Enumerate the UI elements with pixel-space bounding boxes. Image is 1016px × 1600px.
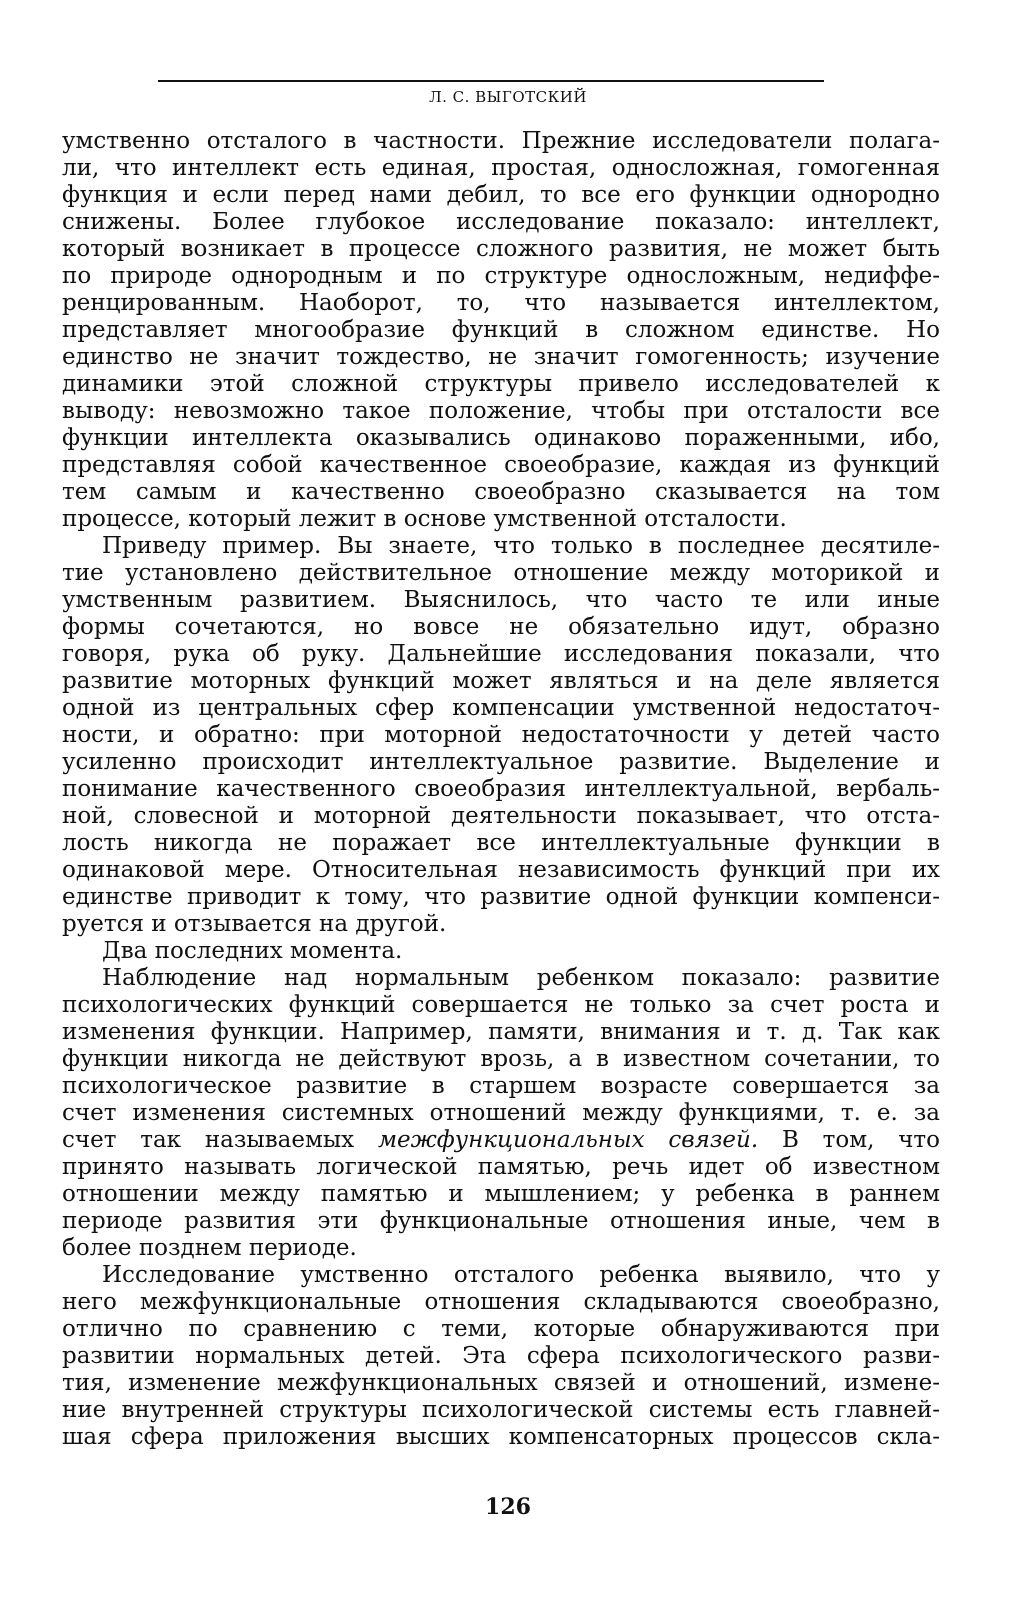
text-line: психологических функций совершается не только за счет роста и	[62, 992, 940, 1018]
text-line: ности, и обратно: при моторной недостаточности у детей часто	[62, 722, 940, 748]
text-line: Два последних момента.	[102, 938, 403, 964]
text-line: одной из центральных сфер компенсации умственной недостаточ-	[62, 695, 940, 721]
text-line: изменения функции. Например, памяти, внимания и т. д. Так как	[62, 1019, 940, 1045]
italic-term: межфункциональных связей.	[377, 1127, 759, 1153]
text-line: психологическое развитие в старшем возрасте совершается за	[62, 1073, 940, 1099]
text-line: развитие моторных функций может являться и на деле является	[62, 668, 940, 694]
text-line: шая сфера приложения высших компенсаторных процессов скла-	[62, 1424, 940, 1450]
text-line: Наблюдение над нормальным ребенком показало: развитие	[102, 965, 940, 991]
text-line: по природе однородным и по структуре односложным, недиффе-	[62, 263, 940, 289]
text-line: выводу: невозможно такое положение, чтобы при отсталости все	[62, 398, 940, 424]
text-line: функции интеллекта оказывались одинаково пораженными, ибо,	[62, 425, 940, 451]
text-line: развитии нормальных детей. Эта сфера психологического разви-	[62, 1343, 940, 1369]
text-line: представляет многообразие функций в сложном единстве. Но	[62, 317, 940, 343]
text-line: руется и отзывается на другой.	[62, 911, 447, 937]
running-head: Л. С. ВЫГОТСКИЙ	[429, 88, 587, 106]
text-line: говоря, рука об руку. Дальнейшие исследования показали, что	[62, 641, 940, 667]
text-line: одинаковой мере. Относительная независимость функций при их	[62, 857, 940, 883]
text-line: функции никогда не действуют врозь, а в известном сочетании, то	[62, 1046, 940, 1072]
line-segment: В том, что	[781, 1127, 940, 1153]
text-line: снижены. Более глубокое исследование показало: интеллект,	[62, 209, 940, 235]
body-text	[62, 128, 940, 1451]
text-line: единстве приводит к тому, что развитие одной функции компенси-	[62, 884, 940, 910]
text-line-with-italic	[62, 1127, 940, 1154]
text-line: отлично по сравнению с теми, которые обнаруживаются при	[62, 1316, 940, 1342]
text-line: него межфункциональные отношения складываются своеобразно,	[62, 1289, 940, 1315]
text-line: умственным развитием. Выяснилось, что часто те или иные	[62, 587, 940, 613]
text-line: который возникает в процессе сложного развития, не может быть	[62, 236, 940, 262]
text-line: ной, словесной и моторной деятельности показывает, что отста-	[62, 803, 940, 829]
text-line: периоде развития эти функциональные отношения иные, чем в	[62, 1208, 940, 1234]
text-line: лость никогда не поражает все интеллектуальные функции в	[62, 830, 940, 856]
text-line: ренцированным. Наоборот, то, что называется интеллектом,	[62, 290, 940, 316]
text-line: понимание качественного своеобразия интеллектуальной, вербаль-	[62, 776, 940, 802]
text-line: динамики этой сложной структуры привело исследователей к	[62, 371, 940, 397]
page-number: 126	[485, 1494, 531, 1520]
text-line: тие установлено действительное отношение между моторикой и	[62, 560, 940, 586]
text-line: тия, изменение межфункциональных связей и отношений, измене-	[62, 1370, 940, 1396]
text-line: Приведу пример. Вы знаете, что только в последнее десятиле-	[102, 533, 940, 559]
text-line: формы сочетаются, но вовсе не обязательно идут, образно	[62, 614, 940, 640]
text-line: усиленно происходит интеллектуальное развитие. Выделение и	[62, 749, 940, 775]
text-line: Исследование умственно отсталого ребенка выявило, что у	[102, 1262, 940, 1288]
text-line: более позднем периоде.	[62, 1235, 357, 1261]
text-line: ние внутренней структуры психологической системы есть главней-	[62, 1397, 940, 1423]
text-line: счет изменения системных отношений между функциями, т. е. за	[62, 1100, 940, 1126]
text-line: тем самым и качественно своеобразно сказывается на том	[62, 479, 940, 505]
text-line: умственно отсталого в частности. Прежние исследователи полага-	[62, 128, 940, 154]
header-rule	[158, 80, 824, 82]
text-line: отношении между памятью и мышлением; у ребенка в раннем	[62, 1181, 940, 1207]
text-line: ли, что интеллект есть единая, простая, односложная, гомогенная	[62, 155, 940, 181]
text-line: представляя собой качественное своеобразие, каждая из функций	[62, 452, 940, 478]
text-line: единство не значит тождество, не значит гомогенность; изучение	[62, 344, 940, 370]
line-segment: счет так называемых	[62, 1127, 355, 1153]
text-line: принято называть логической памятью, речь идет об известном	[62, 1154, 940, 1180]
text-line: функция и если перед нами дебил, то все его функции однородно	[62, 182, 940, 208]
text-line: процессе, который лежит в основе умственной отсталости.	[62, 506, 787, 532]
